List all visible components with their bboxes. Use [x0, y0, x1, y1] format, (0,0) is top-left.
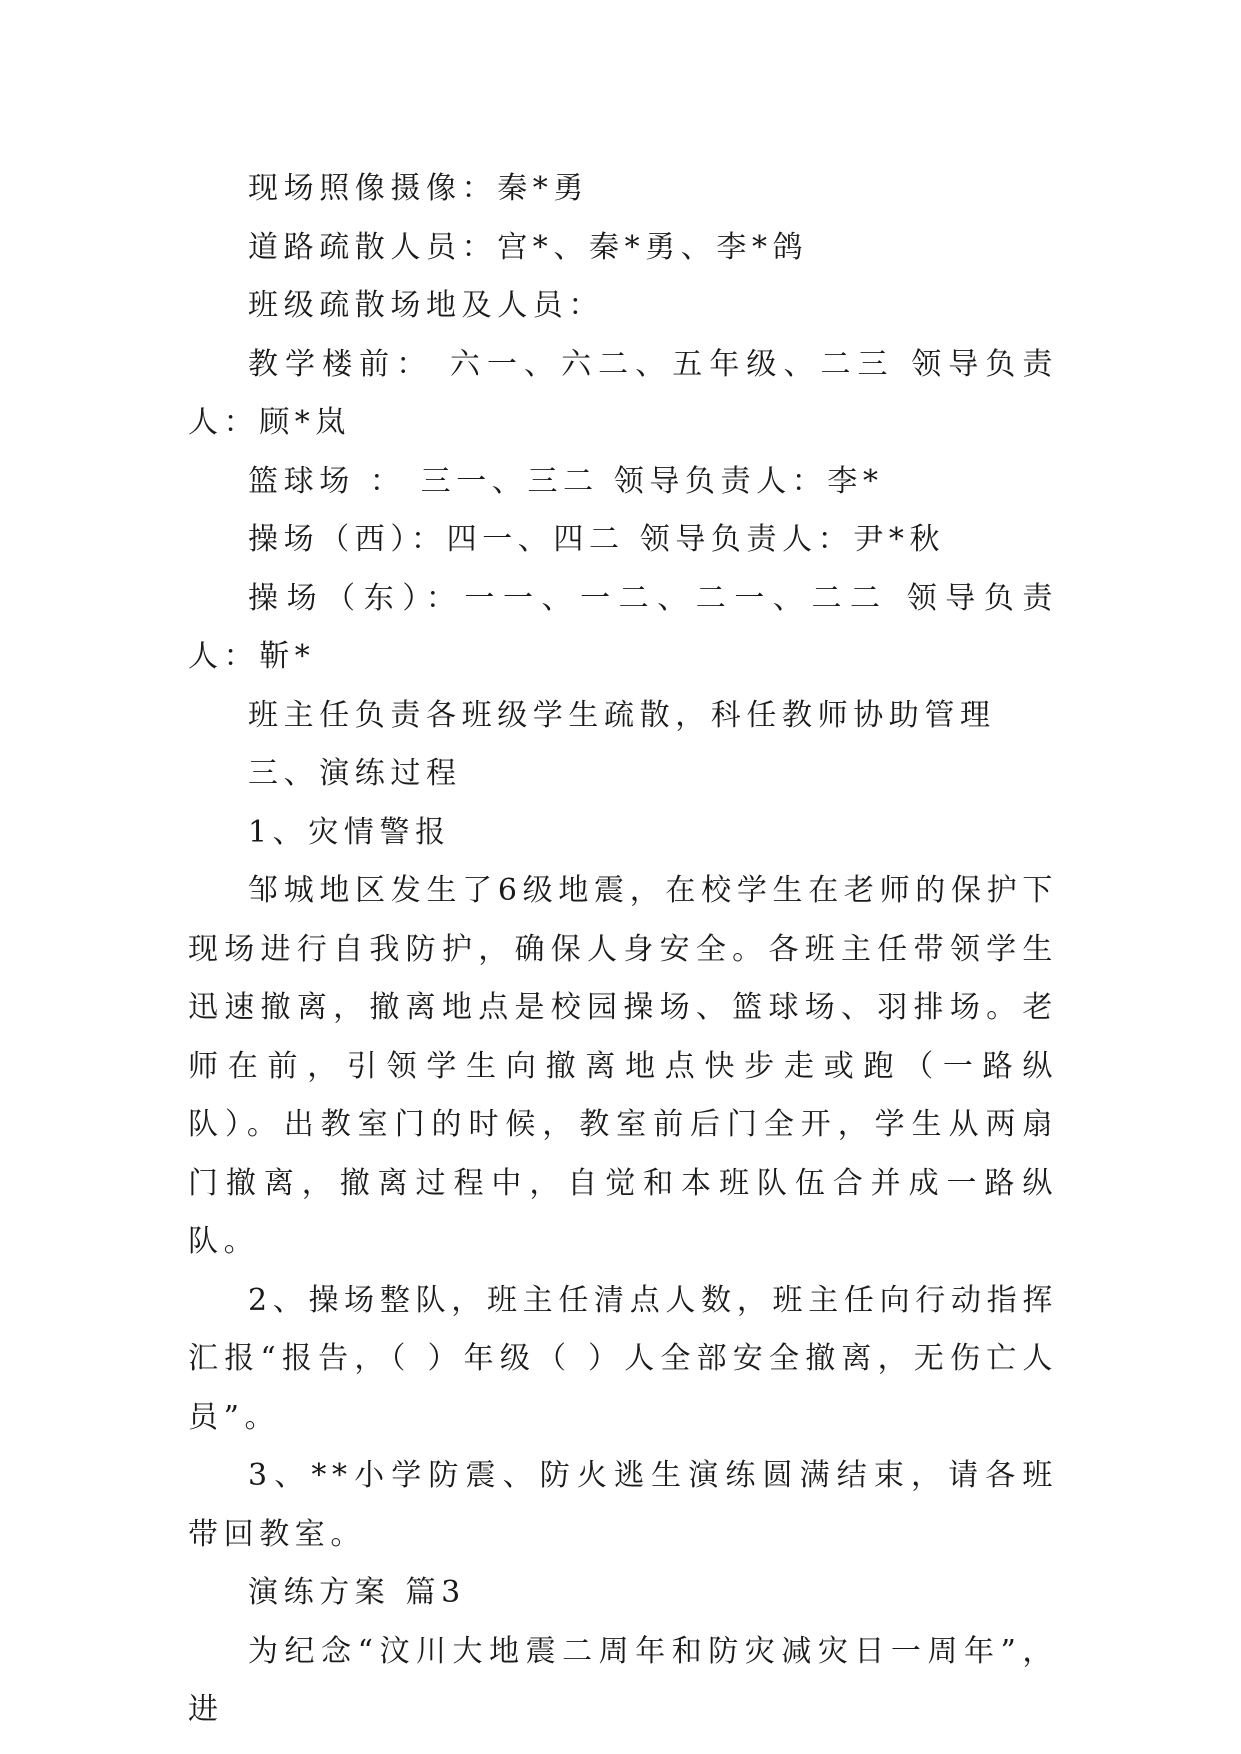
heading-drill-plan-3: 演练方案 篇3 [248, 1575, 466, 1610]
paragraph-playground-assembly: 2、操场整队，班主任清点人数，班主任向行动指挥汇报“报告，（ ）年级（ ）人全部安全撤离，无伤亡人员”。 [188, 1282, 1058, 1435]
paragraph-commemoration: 为纪念“汶川大地震二周年和防灾减灾日一周年”，进 [188, 1633, 1058, 1727]
paragraph-road-evacuation-staff: 道路疏散人员：宫*、秦*勇、李*鸽 [248, 229, 809, 265]
paragraph-head-teacher-duty: 班主任负责各班级学生疏散，科任教师协助管理 [248, 697, 996, 733]
paragraph-playground-west: 操场（西）：四一、四二 领导负责人：尹*秋 [248, 522, 946, 557]
document-body [188, 160, 1058, 1740]
paragraph-basketball-court: 篮球场 ： 三一、三二 领导负责人：李* [248, 463, 884, 499]
subheading-disaster-alarm: 1、灾情警报 [248, 814, 451, 850]
paragraph-playground-east: 操场（东）：一一、一二、二一、二二 领导负责人：靳* [188, 580, 1058, 674]
paragraph-class-evacuation-heading: 班级疏散场地及人员： [248, 288, 604, 323]
paragraph-photographer: 现场照像摄像：秦*勇 [248, 171, 589, 206]
paragraph-teaching-building-front: 教学楼前： 六一、六二、五年级、二三 领导负责人：顾*岚 [188, 346, 1058, 440]
section-heading-drill-process: 三、演练过程 [248, 756, 462, 791]
paragraph-earthquake-scenario: 邹城地区发生了6级地震，在校学生在老师的保护下现场进行自我防护，确保人身安全。各班主任带领学生迅速撤离，撤离地点是校园操场、篮球场、羽排场。老师在前，引领学生向撤离地点快步走或跑（一路纵队）。出教室门的时候，教室前后门全开，学生从两扇门撤离，撤离过程中，自觉和本班队伍合并成一路纵队。 [188, 873, 1058, 1259]
paragraph-drill-conclusion: 3、**小学防震、防火逃生演练圆满结束，请各班带回教室。 [188, 1458, 1058, 1552]
